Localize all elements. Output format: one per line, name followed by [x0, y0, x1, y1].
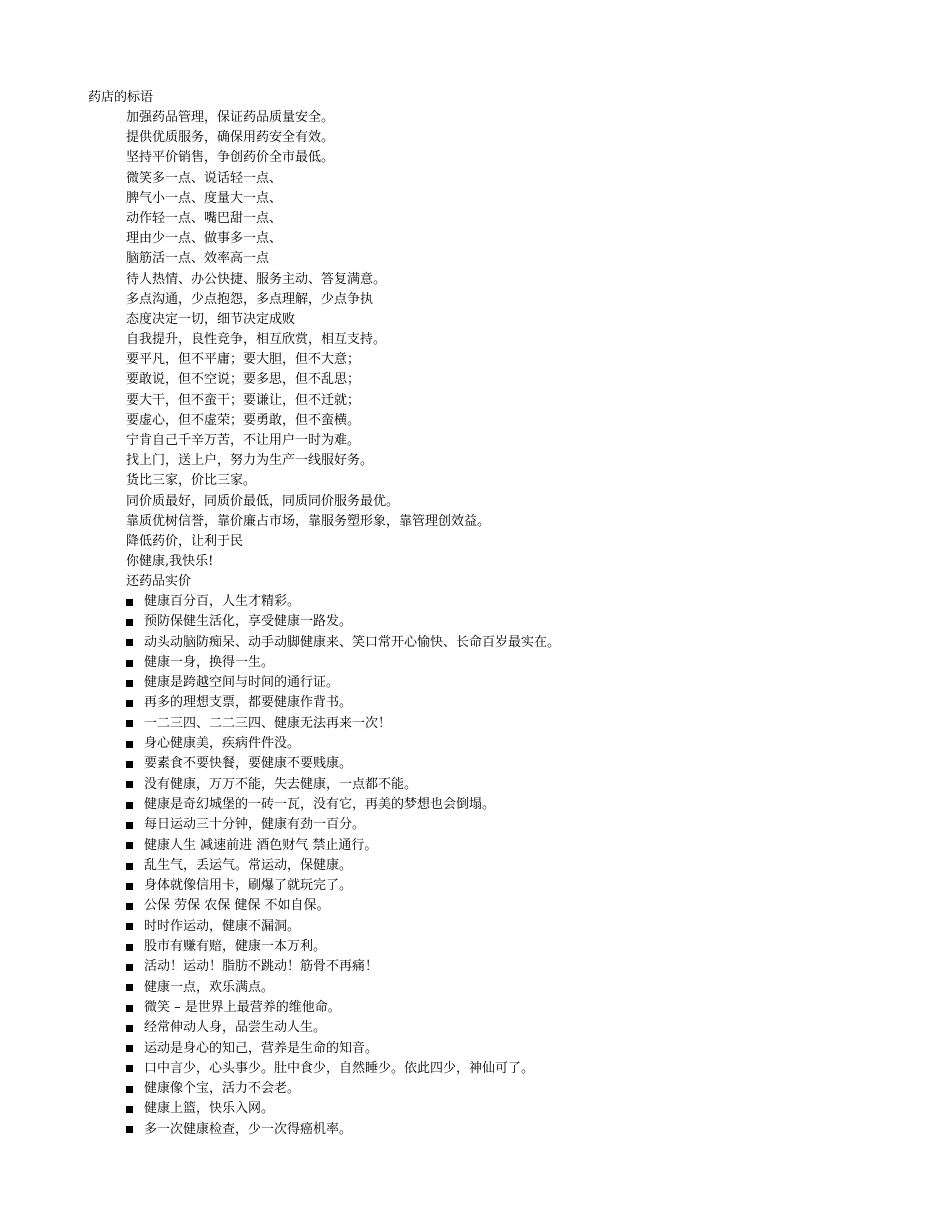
bullet-item [126, 734, 560, 754]
bullet-item [126, 775, 560, 795]
square-bullet-icon [126, 619, 133, 626]
square-bullet-icon [126, 863, 133, 870]
bullet-item [126, 957, 560, 977]
bullet-text: 一二三四、二二三四、健康无法再来一次！ [144, 715, 392, 731]
square-bullet-icon [126, 944, 133, 951]
slogan-line: 微笑多一点、说话轻一点、 [126, 170, 283, 186]
bullet-item [126, 1120, 560, 1140]
slogan-line: 靠质优树信誉，靠价廉占市场，靠服务塑形象，靠管理创效益。 [126, 513, 491, 529]
slogan-line: 多点沟通，少点抱怨，多点理解，少点争执 [126, 291, 374, 307]
square-bullet-icon [126, 964, 133, 971]
bullet-text: 身心健康美，疾病件件没。 [144, 736, 301, 752]
square-bullet-icon [126, 842, 133, 849]
bullet-text: 股市有赚有赔，健康一本万利。 [144, 939, 327, 955]
bullet-item [126, 653, 560, 673]
bullet-item [126, 836, 560, 856]
slogan-line: 找上门，送上户，努力为生产一线服好务。 [126, 453, 374, 469]
square-bullet-icon [126, 781, 133, 788]
slogan-line: 要虚心，但不虚荣；要勇敢，但不蛮横。 [126, 412, 361, 428]
square-bullet-icon [126, 984, 133, 991]
square-bullet-icon [126, 903, 133, 910]
bullet-item [126, 1018, 560, 1038]
square-bullet-icon [126, 660, 133, 667]
square-bullet-icon [126, 741, 133, 748]
square-bullet-icon [126, 923, 133, 930]
bullet-text: 乱生气，丢运气。常运动，保健康。 [144, 857, 353, 873]
square-bullet-icon [126, 1106, 133, 1113]
slogan-line: 你健康,我快乐! [126, 554, 214, 570]
bullet-item [126, 1059, 560, 1079]
slogan-line: 脾气小一点、度量大一点、 [126, 190, 283, 206]
bullet-item [126, 795, 560, 815]
document-title: 药店的标语 [88, 90, 154, 105]
bullet-text: 多一次健康检查，少一次得癌机率。 [144, 1121, 353, 1137]
bullet-list [126, 592, 560, 1140]
square-bullet-icon [126, 720, 133, 727]
bullet-text: 健康是跨越空间与时间的通行证。 [144, 675, 340, 691]
bullet-text: 口中言少，心头事少。肚中食少，自然睡少。依此四少，神仙可了。 [144, 1060, 535, 1076]
square-bullet-icon [126, 639, 133, 646]
bullet-text: 健康一身，换得一生。 [144, 654, 275, 670]
square-bullet-icon [126, 761, 133, 768]
bullet-item [126, 714, 560, 734]
bullet-item [126, 876, 560, 896]
bullet-text: 健康像个宝，活力不会老。 [144, 1081, 301, 1097]
square-bullet-icon [126, 1025, 133, 1032]
slogan-line: 要平凡，但不平庸；要大胆，但不大意； [126, 352, 361, 368]
bullet-item [126, 815, 560, 835]
bullet-text: 动头动脑防痴呆、动手动脚健康来、笑口常开心愉快、长命百岁最实在。 [144, 634, 561, 650]
bullet-item [126, 612, 560, 632]
slogan-line: 坚持平价销售，争创药价全市最低。 [126, 150, 335, 166]
bullet-item [126, 937, 560, 957]
bullet-item [126, 693, 560, 713]
slogan-line: 降低药价，让利于民 [126, 533, 244, 549]
bullet-item [126, 1079, 560, 1099]
bullet-text: 微笑 – 是世界上最营养的维他命。 [144, 999, 341, 1015]
slogan-line: 待人热情、办公快捷、服务主动、答复满意。 [126, 271, 387, 287]
bullet-text: 身体就像信用卡，刷爆了就玩完了。 [144, 878, 353, 894]
bullet-text: 预防保健生活化，享受健康一路发。 [144, 614, 353, 630]
slogan-line: 自我提升，良性竞争，相互欣赏，相互支持。 [126, 332, 387, 348]
slogan-line: 要敢说，但不空说；要多思，但不乱思； [126, 372, 361, 388]
slogan-line: 加强药品管理，保证药品质量安全。 [126, 110, 335, 125]
square-bullet-icon [126, 883, 133, 890]
square-bullet-icon [126, 599, 133, 606]
bullet-item [126, 1099, 560, 1119]
slogan-line: 态度决定一切，细节决定成败 [126, 311, 296, 327]
slogan-line: 货比三家，价比三家。 [126, 473, 257, 489]
bullet-text: 健康是奇幻城堡的一砖一瓦，没有它，再美的梦想也会倒塌。 [144, 796, 496, 812]
square-bullet-icon [126, 822, 133, 829]
bullet-text: 要素食不要快餐，要健康不要贱康。 [144, 756, 353, 772]
bullet-text: 健康上篮，快乐入网。 [144, 1101, 275, 1117]
square-bullet-icon [126, 802, 133, 809]
square-bullet-icon [126, 1045, 133, 1052]
bullet-text: 经常伸动人身，品尝生动人生。 [144, 1020, 327, 1036]
bullet-text: 活动！运动！脂肪不跳动！筋骨不再痛！ [144, 959, 379, 975]
square-bullet-icon [126, 680, 133, 687]
square-bullet-icon [126, 1126, 133, 1133]
slogan-line: 宁肯自己千辛万苦，不让用户一时为难。 [126, 433, 361, 448]
bullet-text: 健康人生 减速前进 酒色财气 禁止通行。 [144, 837, 378, 853]
square-bullet-icon [126, 1065, 133, 1072]
bullet-text: 健康百分百，人生才精彩。 [144, 594, 301, 609]
square-bullet-icon [126, 1005, 133, 1012]
square-bullet-icon [126, 1086, 133, 1093]
slogan-line: 动作轻一点、嘴巴甜一点、 [126, 210, 283, 226]
bullet-item [126, 917, 560, 937]
bullet-item [126, 1039, 560, 1059]
bullet-text: 每日运动三十分钟，健康有劲一百分。 [144, 817, 366, 833]
slogan-line: 要大干，但不蛮干；要谦让，但不迁就； [126, 392, 361, 408]
bullet-item [126, 673, 560, 693]
slogan-line: 提供优质服务，确保用药安全有效。 [126, 130, 335, 146]
slogan-line: 还药品实价 [126, 574, 192, 590]
slogan-line: 同价质最好，同质价最低，同质同价服务最优。 [126, 493, 400, 509]
slogan-list [126, 108, 490, 593]
bullet-item [126, 856, 560, 876]
bullet-text: 时时作运动，健康不漏洞。 [144, 918, 301, 934]
bullet-item [126, 998, 560, 1018]
bullet-text: 公保 劳保 农保 健保 不如自保。 [144, 898, 330, 914]
bullet-item [126, 592, 560, 612]
bullet-item [126, 896, 560, 916]
square-bullet-icon [126, 700, 133, 707]
bullet-item [126, 754, 560, 774]
bullet-text: 运动是身心的知己，营养是生命的知音。 [144, 1040, 379, 1056]
bullet-item [126, 633, 560, 653]
bullet-text: 再多的理想支票，都要健康作背书。 [144, 695, 353, 711]
slogan-line: 脑筋活一点、效率高一点 [126, 251, 270, 267]
slogan-line: 理由少一点、做事多一点、 [126, 231, 283, 247]
bullet-text: 没有健康，万万不能，失去健康，一点都不能。 [144, 776, 418, 792]
bullet-item [126, 978, 560, 998]
bullet-text: 健康一点，欢乐满点。 [144, 979, 275, 995]
